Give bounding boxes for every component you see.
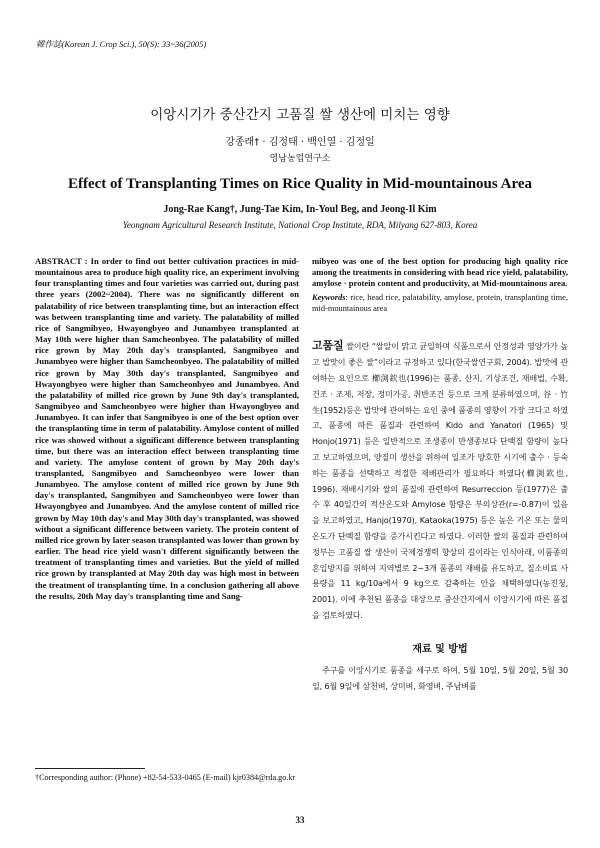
methods-heading: 재료 및 방법 bbox=[412, 643, 468, 655]
abstract-left: ABSTRACT : In order to find out better cultivation practices in mid-mountainous area to produce high quality rice, an experiment involving four transplanting times and four varieties was carried out, during past three years (2002~2004). There was no significantly different on palatability of rice between transplanting time, but an interaction effect was between transplanting time and variety. The palatability of milled rice of Sangmibyeo, Hwayongbyeo and Junambyeo transplanted at May 10th were higher than Samcheonbyeo. The palatability of milled rice grown by May 20th day's transplanted, Sangmibyeo and Junambyeo were higher than Samcheonbyeo. The palatability of milled rice grown by May 30th day's transplanted, Sangmibyeo and Hwayongbyeo were higher than Samcheonbyeo and Junambyeo. And the palatability of milled rice grown by June 9th day's transplanted, Sangmibyeo and Samcheonbyeo were higher than Hwayongbyeo and Junambyeo. It can infer that Sangmibyeo is one of the best option over the transplanting time in term of palatability. Amylose content of milled rice was showed without a significant difference between transplanting time, but there was an interaction effect between transplanting time and variety. The amylose content of grown by May 20th day's transplanted, Sangmibyeo and Samcheonbyeo were lower than Junambyeo. The amylose content of milled rice grown by June 9th day's transplanted, Sangmibyeo and Samcheonbyeo were lower than Hwayongbyeo and Junambyeo. And the amylose content of milled rice grown by May 10th day's and May 30th day's transplanted, was showed without a significant difference between variety. The protein content of milled rice grown by later season transplanted was lower than grown by earlier. The head rice yield wasn't different significantly between the treatment of transplanting times and varieties. But the yield of milled rice grown by transplanted at May 20th day was high most in between the treatment of transplanting time. In a conclusion gathering all above the results, 20th May day's transplanting time and Sang- bbox=[35, 256, 299, 601]
right-column bbox=[312, 256, 568, 694]
korean-title: 이앙시기가 중산간지 고품질 쌀 생산에 미치는 영향 bbox=[150, 107, 450, 123]
left-column bbox=[35, 256, 299, 602]
english-title: Effect of Transplanting Times on Rice Quality in Mid-mountainous Area bbox=[67, 176, 533, 192]
page-number: 33 bbox=[295, 815, 305, 825]
footnote-rule bbox=[35, 768, 145, 769]
keywords-text: : rice, head rice, palatability, amylose, protein, transplanting time, mid-mountainous area bbox=[312, 293, 568, 314]
korean-affiliation: 영남농업연구소 bbox=[269, 154, 331, 164]
keywords-label: Keywords bbox=[312, 293, 346, 303]
corresponding-author-footnote: †Corresponding author: (Phone) +82-54-533-0465 (E-mail) kjr0384@rda.go.kr bbox=[35, 773, 296, 782]
english-affiliation: Yeongnam Agricultural Research Institute, National Crop Institute, RDA, Milyang 627-803, Korea bbox=[122, 220, 478, 230]
english-authors: Jong-Rae Kang†, Jung-Tae Kim, In-Youl Beg, and Jeong-Il Kim bbox=[163, 204, 437, 215]
introduction bbox=[312, 338, 568, 623]
korean-authors: 강종래† · 김정태 · 백인열 · 김정일 bbox=[225, 137, 375, 148]
methods-text: 주구를 이앙시기로 품종을 세구로 하여, 5월 10일, 5월 20일, 5월 30일, 6월 9일에 삼천벼, 상미벼, 화영벼, 주남벼를 bbox=[312, 664, 568, 691]
intro-text: 쌀이란 “쌀알이 맑고 균일하며 식품으로서 안정성과 영양가가 높고 밥맛이 좋은 쌀”이라고 규정하고 있다(한국쌀연구회, 2004). 밥맛에 관여하는 요인으로 櫛渕欽也(1996)는 품종, 산지, 기상조건, 재배법, 수확, 건조 · 조제, 저장, 정미가공, 취반조건 등으로 크게 분류하였으며, 谷 · 竹生(1952)등은 밥맛에 관여하는 요인 중에 품종의 영향이 가장 크다고 하였고, 품종에 따른 품질과 관련하여 Kido and Yanatori (1965) 및 Honjo(1971) 등은 일반적으로 조생종이 만생종보다 단백질 함량이 높다고 보고하였으며, 양질미 생산을 위하여 일조가 양호한 시기에 출수 · 등숙하는 품종을 선택하고 적절한 재배관리가 필요하다 하였다(櫛渕欽也, 1996). 재배시기와 쌀의 품질에 관련하여 Resurreccion 등(1977)은 출수 후 40일간의 적산온도와 Amylose 함량은 부의상관(r=-0.87)이 있음을 보고하였고, Hanjo(1970), Kataoka(1975) 등은 높은 기온 또는 물의 온도가 단백질 함량을 증가시킨다고 하였다. 이러한 쌀의 품질과 관련하여 정부는 고품질 쌀 생산이 국제경쟁력 향상의 길이라는 인식아래, 이품종의 혼입방지를 위하여 지역별로 2~3개 품종의 재배를 유도하고, 질소비료 사용량을 11 kg/10a에서 9 kg으로 감축하는 안을 채택하였다(농진청, 2001). 이에 추천된 품종을 대상으로 중산간지에서 이앙시기에 따른 품질을 검토하였다. bbox=[312, 341, 568, 621]
intro-heading: 고품질 bbox=[312, 339, 344, 353]
journal-citation: 韓作誌(Korean J. Crop Sci.), 50(S): 33~36(2005) bbox=[36, 39, 207, 49]
keywords bbox=[312, 292, 568, 314]
abstract-right: mibyeo was one of the best option for producing high quality rice among the treatments in considering with head rice yield, palatability, amylose · protein content and productivity, at Mid-mountainous area. bbox=[312, 256, 568, 289]
